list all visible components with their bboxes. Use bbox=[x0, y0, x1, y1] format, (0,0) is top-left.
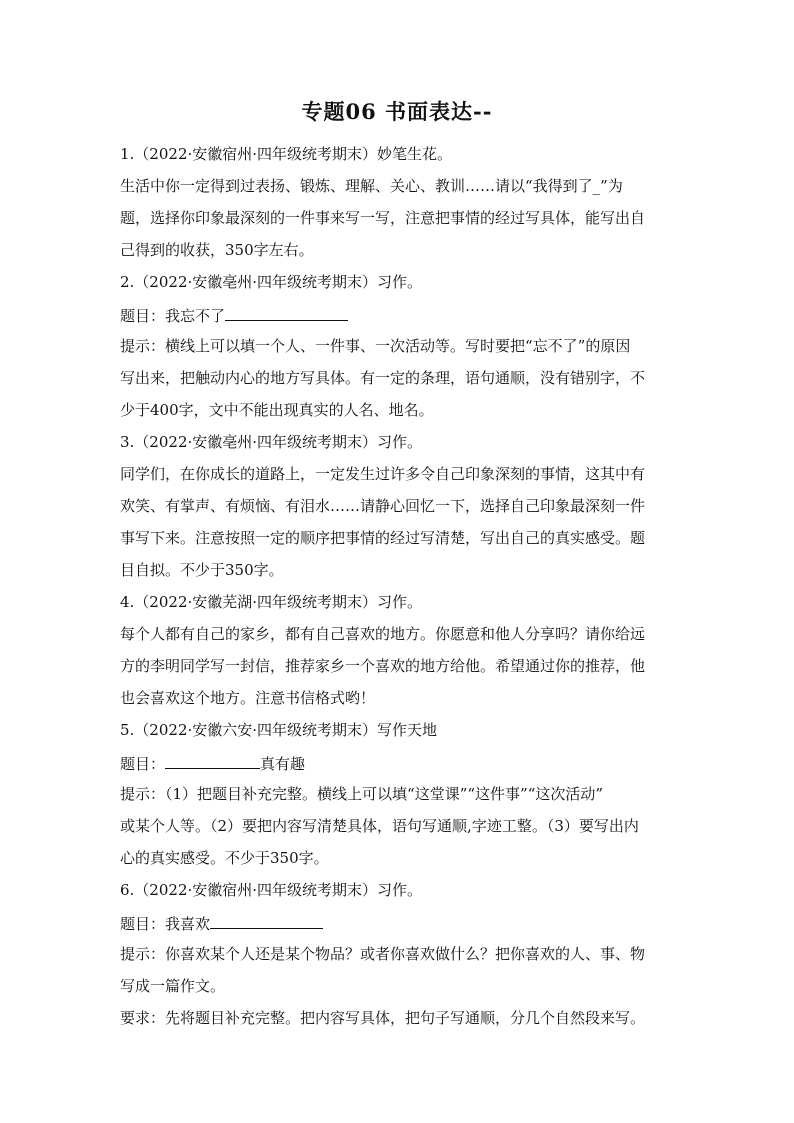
question-5-line-1: 提示：（1）把题目补充完整。横线上可以填“这堂课”“这件事”“这次活动” bbox=[120, 785, 604, 803]
question-5-header: 5.（2022·安徽六安·四年级统考期末）写作天地 bbox=[120, 721, 438, 739]
question-1-line-1: 生活中你一定得到过表扬、锻炼、理解、关心、教训……请以“我得到了_”为 bbox=[120, 177, 623, 195]
question-3-header: 3.（2022·安徽亳州·四年级统考期末）习作。 bbox=[120, 433, 423, 451]
question-1-line-2: 题，选择你印象最深刻的一件事来写一写，注意把事情的经过写具体，能写出自 bbox=[120, 209, 646, 227]
question-5-line-3: 心的真实感受。不少于350字。 bbox=[120, 849, 329, 867]
page-title: 专题06 书面表达-- bbox=[301, 99, 493, 124]
question-5-topic-label: 题目： bbox=[120, 755, 166, 773]
question-6-line-3: 要求：先将题目补充完整。把内容写具体，把句子写通顺，分几个自然段来写。 bbox=[120, 1009, 646, 1027]
question-6-line-2: 写成一篇作文。 bbox=[120, 977, 226, 995]
question-5-line-2: 或某个人等。（2）要把内容写清楚具体，语句写通顺,字迹工整。（3）要写出内 bbox=[120, 817, 639, 835]
question-5-fill-blank bbox=[165, 754, 260, 769]
question-2-topic-label: 题目：我忘不了 bbox=[120, 307, 226, 325]
question-4-line-2: 方的李明同学写一封信，推荐家乡一个喜欢的地方给他。希望通过你的推荐，他 bbox=[120, 657, 646, 675]
question-6-line-1: 提示：你喜欢某个人还是某个物品？或者你喜欢做什么？把你喜欢的人、事、物 bbox=[120, 945, 646, 963]
question-1-line-3: 己得到的收获，350字左右。 bbox=[120, 241, 314, 259]
question-4-line-3: 也会喜欢这个地方。注意书信格式哟！ bbox=[120, 689, 376, 707]
question-4-header: 4.（2022·安徽芜湖·四年级统考期末）习作。 bbox=[120, 593, 423, 611]
question-2-line-2: 写出来，把触动内心的地方写具体。有一定的条理，语句通顺，没有错别字，不 bbox=[120, 369, 646, 387]
question-1-header: 1.（2022·安徽宿州·四年级统考期末）妙笔生花。 bbox=[120, 145, 453, 163]
question-list bbox=[120, 146, 680, 1042]
question-6-fill-blank bbox=[210, 914, 323, 929]
question-6-topic bbox=[120, 914, 680, 946]
question-6-header: 6.（2022·安徽宿州·四年级统考期末）习作。 bbox=[120, 881, 423, 899]
question-2-header: 2.（2022·安徽亳州·四年级统考期末）习作。 bbox=[120, 273, 423, 291]
question-2-line-3: 少于400字，文中不能出现真实的人名、地名。 bbox=[120, 401, 434, 419]
question-3-line-1: 同学们，在你成长的道路上，一定发生过许多令自己印象深刻的事情，这其中有 bbox=[120, 465, 646, 483]
question-2-topic bbox=[120, 306, 680, 338]
question-5-topic-suffix: 真有趣 bbox=[260, 755, 306, 773]
question-3-line-2: 欢笑、有掌声、有烦恼、有泪水……请静心回忆一下，选择自己印象最深刻一件 bbox=[120, 497, 646, 515]
question-3-line-4: 目自拟。不少于350字。 bbox=[120, 561, 284, 579]
question-5-topic bbox=[120, 754, 680, 786]
question-2-line-1: 提示：横线上可以填一个人、一件事、一次活动等。写时要把“忘不了”的原因 bbox=[120, 337, 631, 355]
question-4-line-1: 每个人都有自己的家乡，都有自己喜欢的地方。你愿意和他人分享吗？请你给远 bbox=[120, 625, 646, 643]
question-2-fill-blank bbox=[225, 306, 348, 321]
question-3-line-3: 事写下来。注意按照一定的顺序把事情的经过写清楚，写出自己的真实感受。题 bbox=[120, 529, 646, 547]
question-6-topic-label: 题目：我喜欢 bbox=[120, 915, 211, 933]
